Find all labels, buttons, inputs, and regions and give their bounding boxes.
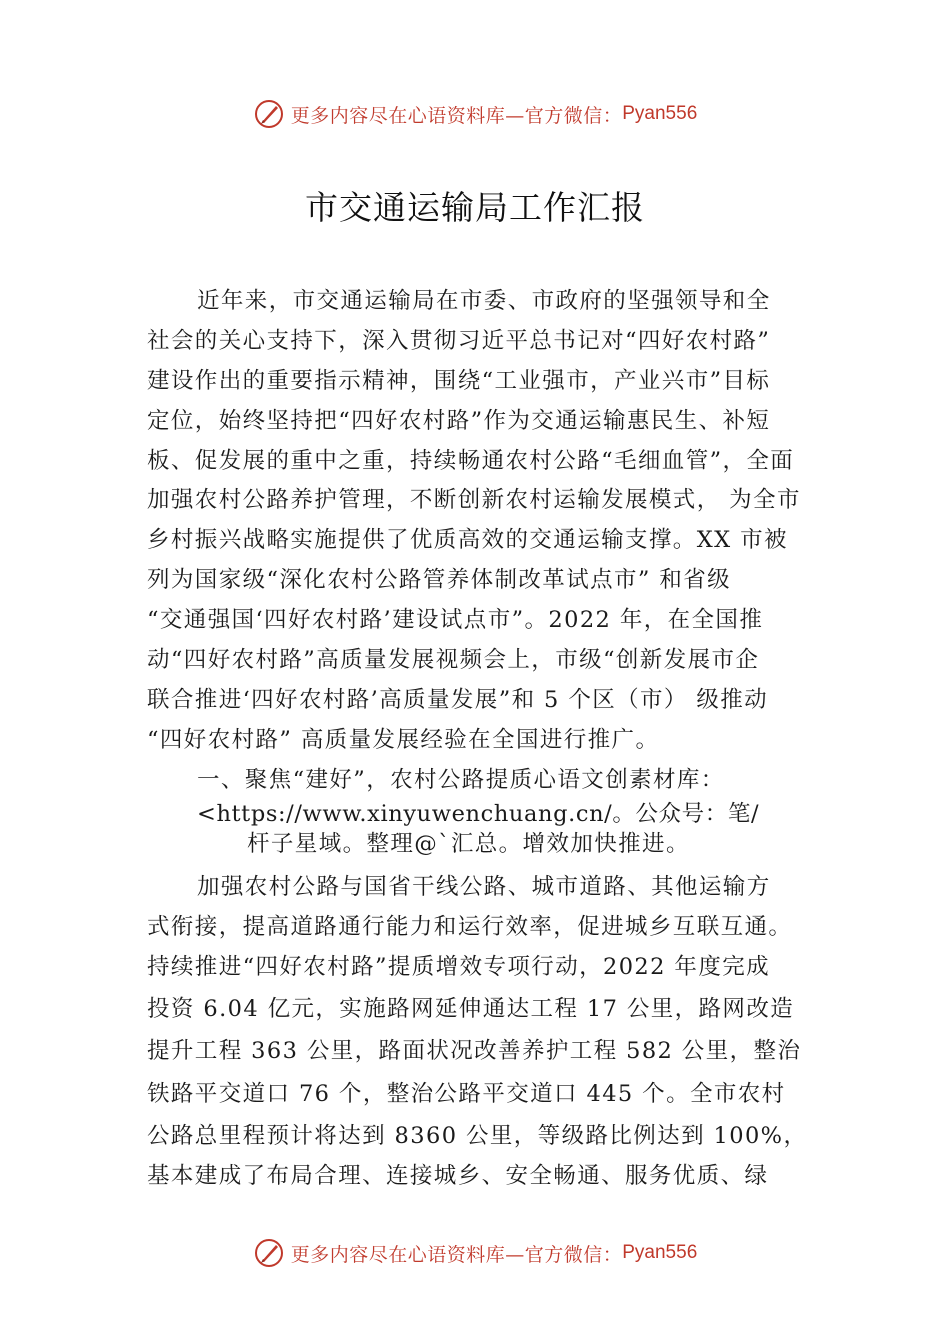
text-line: 社会的关心支持下，深入贯彻习近平总书记对“四好农村路” <box>147 328 771 354</box>
quill-logo-icon <box>253 98 285 130</box>
text-line: 式衔接，提高道路通行能力和运行效率，促进城乡互联互通。 <box>147 914 793 940</box>
banner-text: 更多内容尽在心语资料库—官方微信： <box>290 1243 623 1266</box>
banner-wechat-handle: Pyan556 <box>622 103 698 124</box>
text-line: 板、促发展的重中之重，持续畅通农村公路“毛细血管”，全面 <box>147 448 795 474</box>
text-line: 杆子星域。整理@`汇总。增效加快推进。 <box>247 831 690 857</box>
text-line: 提升工程 363 公里，路面状况改善养护工程 582 公里，整治 <box>147 1038 802 1064</box>
text-line: 定位，始终坚持把“四好农村路”作为交通运输惠民生、补短 <box>147 408 771 434</box>
text-line: 动“四好农村路”高质量发展视频会上，市级“创新发展市企 <box>147 647 760 673</box>
text-line: 公路总里程预计将达到 8360 公里，等级路比例达到 100%， <box>147 1123 808 1149</box>
page-title: 市交通运输局工作汇报 <box>305 188 645 227</box>
text-line: “四好农村路” 高质量发展经验在全国进行推广。 <box>147 727 660 753</box>
text-line: 加强农村公路与国省干线公路、城市道路、其他运输方 <box>197 874 771 900</box>
text-line: 持续推进“四好农村路”提质增效专项行动，2022 年度完成 <box>147 954 771 980</box>
text-line: 一、聚焦“建好”，农村公路提质心语文创素材库： <box>197 767 725 793</box>
text-line: 联合推进‘四好农村路’高质量发展”和 5 个区（市） 级推动 <box>147 687 769 713</box>
text-line: 投资 6.04 亿元，实施路网延伸通达工程 17 公里，路网改造 <box>147 996 795 1022</box>
banner-wechat-handle: Pyan556 <box>622 1242 698 1263</box>
banner-text: 更多内容尽在心语资料库—官方微信： <box>290 104 623 127</box>
text-line: <https://www.xinyuwenchuang.cn/。公众号：笔/ <box>197 801 760 827</box>
text-line: 铁路平交道口 76 个，整治公路平交道口 445 个。全市农村 <box>147 1081 786 1107</box>
text-line: 加强农村公路养护管理，不断创新农村运输发展模式， 为全市 <box>147 487 801 513</box>
footer-banner <box>0 1233 950 1273</box>
text-line: 近年来，市交通运输局在市委、市政府的坚强领导和全 <box>197 288 771 314</box>
text-line: “交通强国‘四好农村路’建设试点市”。2022 年，在全国推 <box>147 607 764 633</box>
quill-logo-icon <box>253 1237 285 1269</box>
header-banner <box>0 94 950 134</box>
text-line: 列为国家级“深化农村公路管养体制改革试点市” 和省级 <box>147 567 732 593</box>
text-line: 建设作出的重要指示精神，围绕“工业强市，产业兴市”目标 <box>147 368 771 394</box>
text-line: 基本建成了布局合理、连接城乡、安全畅通、服务优质、绿 <box>147 1163 769 1189</box>
text-line: 乡村振兴战略实施提供了优质高效的交通运输支撑。XX 市被 <box>147 527 788 553</box>
